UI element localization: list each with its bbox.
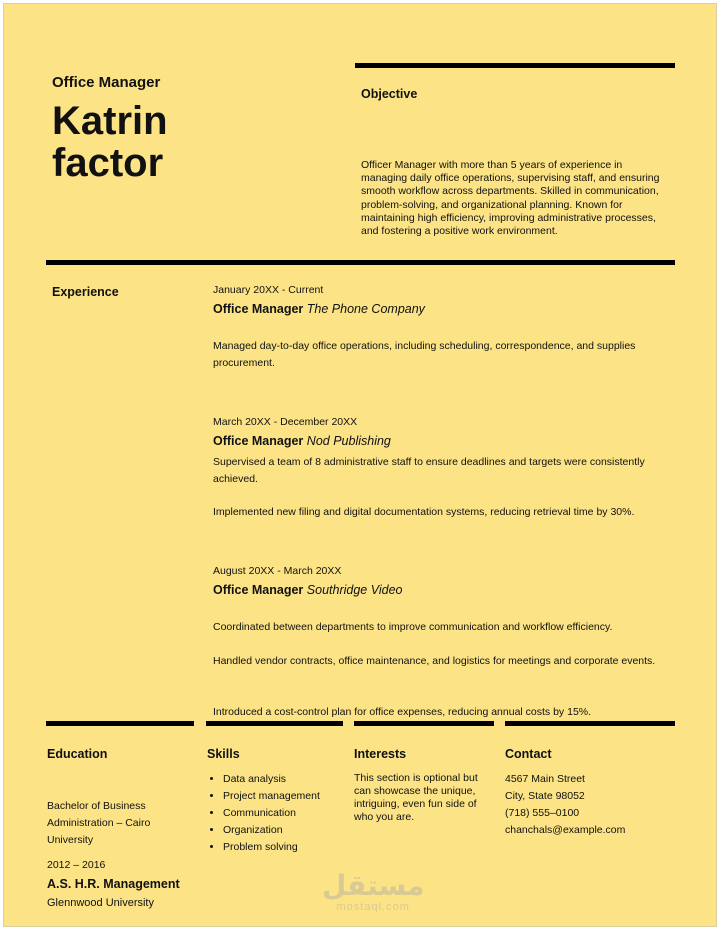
company-name: Nod Publishing: [306, 434, 391, 448]
contact-heading: Contact: [505, 747, 552, 761]
job-title: Office Manager: [52, 74, 161, 91]
objective-top-rule: [355, 63, 675, 68]
job-dates: January 20XX - Current: [213, 284, 324, 296]
job-dates: August 20XX - March 20XX: [213, 565, 342, 577]
candidate-name: [52, 100, 332, 184]
job-role: [213, 302, 683, 316]
contact-city: City, State 98052: [505, 790, 585, 802]
skills-heading: Skills: [207, 747, 240, 761]
job-role-title: Office Manager: [213, 434, 304, 448]
company-name: The Phone Company: [306, 302, 425, 316]
education-degree-2: A.S. H.R. Management: [47, 877, 180, 891]
job-description: Handled vendor contracts, office maintenance, and logistics for meetings and corporate events.: [213, 655, 656, 667]
contact-details: [505, 771, 625, 839]
last-name: factor: [52, 141, 164, 185]
job-role-title: Office Manager: [213, 302, 304, 316]
skill-item: • Data analysis: [223, 771, 320, 788]
contact-email[interactable]: chanchals@example.com: [505, 824, 626, 836]
skills-rule: [206, 721, 343, 726]
first-name: Katrin: [52, 99, 168, 143]
education-rule: [46, 721, 194, 726]
education-years: 2012 – 2016: [47, 859, 106, 871]
contact-street: 4567 Main Street: [505, 773, 585, 785]
watermark-arabic: مستقل: [322, 869, 425, 902]
skill-item: • Organization: [223, 822, 320, 839]
interests-heading: Interests: [354, 747, 407, 761]
contact-rule: [505, 721, 675, 726]
education-heading: Education: [47, 747, 108, 761]
skill-item: • Communication: [223, 805, 320, 822]
experience-entry: [213, 565, 683, 718]
objective-heading: Objective: [361, 87, 418, 101]
skills-list: [207, 771, 320, 856]
job-description: Implemented new filing and digital documentation systems, reducing retrieval time by 30%.: [213, 506, 635, 518]
job-description: Supervised a team of 8 administrative staff to ensure deadlines and targets were consistently achieved.: [213, 456, 645, 485]
resume-page: [3, 3, 717, 927]
job-role: [213, 583, 683, 597]
experience-entry: [213, 416, 683, 518]
education-school-2: Glennwood University: [47, 897, 154, 909]
objective-text: Officer Manager with more than 5 years of experience in managing daily office operations, supervising staff, and ensuring smooth workflow across departments. Skilled in communication, problem-solving, and organizational planning. Known for maintaining high efficiency, improving administrative processes, and fostering a positive work environment.: [361, 159, 660, 238]
header-divider-rule: [46, 260, 675, 265]
job-role-title: Office Manager: [213, 583, 304, 597]
job-description: Introduced a cost-control plan for office expenses, reducing annual costs by 15%.: [213, 706, 592, 718]
interests-rule: [354, 721, 494, 726]
job-description: Managed day-to-day office operations, including scheduling, correspondence, and supplies procurement.: [213, 340, 636, 369]
contact-phone: (718) 555–0100: [505, 807, 580, 819]
experience-entry: [213, 284, 683, 369]
job-description: Coordinated between departments to improve communication and workflow efficiency.: [213, 621, 613, 633]
skill-item: • Problem solving: [223, 839, 320, 856]
mostaql-watermark: [322, 871, 424, 913]
job-dates: March 20XX - December 20XX: [213, 416, 358, 428]
job-role: [213, 434, 683, 448]
education-degree: Bachelor of Business Administration – Cairo University: [47, 800, 151, 846]
interests-text: This section is optional but can showcase the unique, intriguing, even fun side of who you are.: [354, 772, 478, 823]
experience-heading: Experience: [52, 285, 119, 299]
company-name: Southridge Video: [306, 583, 403, 597]
watermark-latin: mostaql.com: [336, 901, 410, 913]
skill-item: • Project management: [223, 788, 320, 805]
